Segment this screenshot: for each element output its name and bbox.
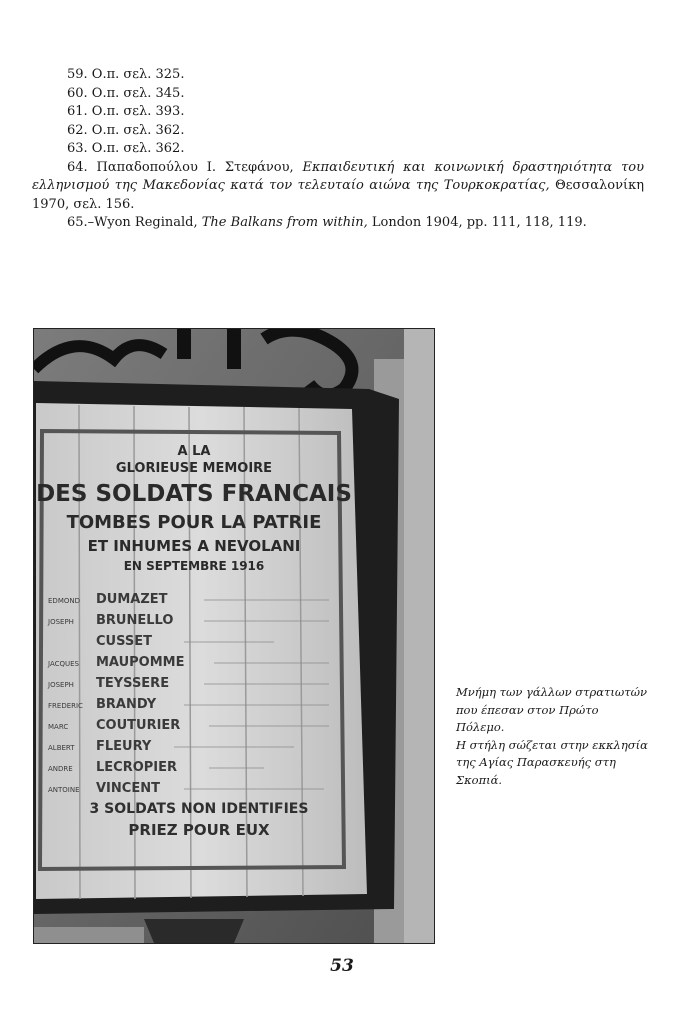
plaque-illustration (34, 329, 434, 943)
footnote-65-author: 65.–Wyon Reginald, (67, 215, 202, 230)
soldier-first-name: JACQUES (48, 660, 79, 668)
caption-line: Σκοπιά. (456, 772, 503, 787)
soldier-last-name: CUSSET (96, 634, 152, 649)
footnote-64-author: 64. Παπαδοπούλου Ι. Στεφάνου, (67, 159, 303, 175)
soldier-first-name: ALBERT (48, 744, 75, 752)
footnote-65-publication: London 1904, pp. 111, 118, 119. (367, 215, 587, 230)
soldier-last-name: BRANDY (96, 697, 157, 712)
footnotes (32, 66, 644, 233)
soldier-last-name: FLEURY (96, 739, 152, 754)
footnote-65 (32, 214, 644, 233)
footnote-60: 60. Ο.π. σελ. 345. (67, 85, 185, 101)
footnote-61: 61. Ο.π. σελ. 393. (67, 104, 185, 119)
footnote-65-title: The Balkans from within, (201, 215, 368, 230)
caption-line: Πόλεμο. (456, 720, 505, 734)
footnote-59: 59. Ο.π. σελ. 325. (67, 67, 185, 82)
soldier-first-name: EDMOND (48, 597, 80, 605)
soldier-first-name: JOSEPH (48, 618, 74, 626)
plaque-heading-a-la: A LA (177, 444, 211, 459)
soldier-last-name: COUTURIER (96, 718, 181, 733)
photo-caption (456, 684, 656, 789)
soldier-first-name: FREDERIC (48, 702, 83, 710)
memorial-plaque-photo (33, 328, 435, 944)
footnote-64-title: Εκπαιδευτική και κοινωνική δραστηριότητα του ελληνισμού της Μακεδονίας κατά τον τελευταίο αιώνα της Τουρκοκρατίας, (32, 159, 644, 193)
soldier-first-name: ANDRE (48, 765, 73, 773)
soldier-last-name: BRUNELLO (96, 613, 174, 628)
soldier-first-name: JOSEPH (48, 681, 74, 689)
footnote-64 (32, 159, 644, 215)
footnote-63: 63. Ο.π. σελ. 362. (67, 141, 185, 156)
soldier-last-name: MAUPOMME (96, 655, 185, 670)
plaque-prayer: PRIEZ POUR EUX (128, 821, 270, 839)
soldier-last-name: VINCENT (96, 781, 160, 796)
footnote-64-publication: Θεσσαλονίκη 1970, σελ. 156. (32, 178, 645, 212)
footnote-62: 62. Ο.π. σελ. 362. (67, 122, 185, 138)
caption-line: Η στήλη σώζεται στην εκκλησία (456, 737, 648, 752)
caption-line: Μνήμη των γάλλων στρατιωτών (456, 685, 648, 699)
plaque-heading-date: EN SEPTEMBRE 1916 (123, 559, 265, 573)
soldier-first-name: MARC (48, 723, 69, 731)
soldier-last-name: TEYSSERE (96, 676, 170, 691)
plaque-heading-patrie: TOMBES POUR LA PATRIE (66, 512, 322, 533)
plaque-unidentified-soldiers: 3 SOLDATS NON IDENTIFIES (89, 801, 309, 817)
caption-line: της Αγίας Παρασκευής στη (456, 755, 616, 769)
soldier-last-name: LECROPIER (96, 760, 178, 775)
page-number: 53 (330, 956, 354, 976)
caption-line: που έπεσαν στον Πρώτο (456, 702, 599, 717)
plaque-heading-soldats: DES SOLDATS FRANCAIS (36, 481, 352, 507)
soldier-last-name: DUMAZET (96, 592, 168, 607)
plaque-heading-inhumes: ET INHUMES A NEVOLANI (87, 537, 301, 555)
plaque-heading-memoire: GLORIEUSE MEMOIRE (115, 461, 273, 476)
soldier-first-name: ANTOINE (48, 786, 80, 794)
